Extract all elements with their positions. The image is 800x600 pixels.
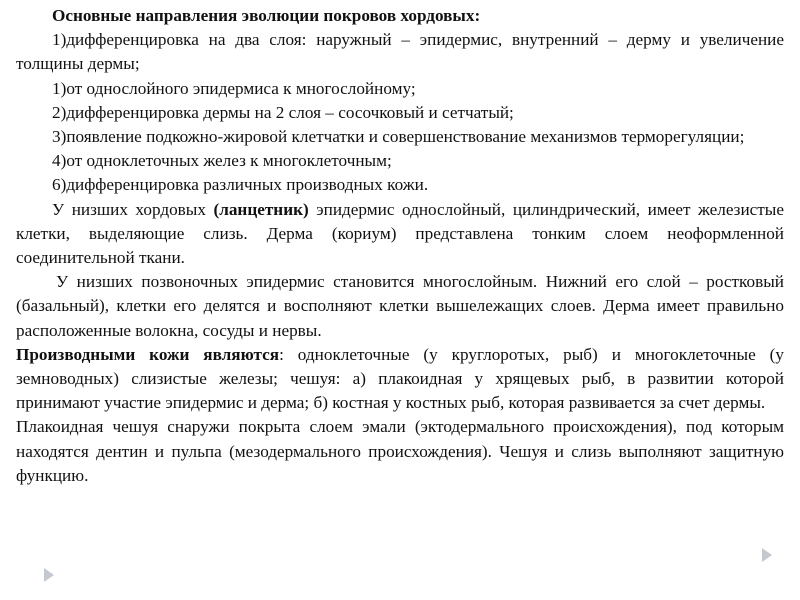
list-item-4: 3)появление подкожно-жировой клетчатки и совершенствование механизмов терморегуляции; bbox=[52, 127, 745, 147]
list-item-1: 1)дифференцировка на два слоя: наружный – эпидермис, внутренний – дерму и увеличение толщины дермы; bbox=[16, 30, 784, 74]
list-item-5: 4)от одноклеточных желез к многоклеточным; bbox=[52, 151, 392, 171]
paragraph-placoid-scale: Плакоидная чешуя снаружи покрыта слоем эмали (эктодермального происхождения), под которым находятся дентин и пульпа (мезодермального происхождения). Чешуя и слизь выполняют защитную функцию. bbox=[16, 417, 784, 485]
derivatives-term: Производными кожи являются bbox=[16, 344, 280, 364]
lancelet-text-after: эпидермис однослойный, цилиндрический, имеет железистые клетки, выделяющие слизь. Дерма (кориум) представлена тонким слоем неоформленной соединительной ткани. bbox=[16, 199, 784, 268]
document-title: Основные направления эволюции покровов хордовых: bbox=[52, 6, 481, 25]
paragraph-skin-derivatives bbox=[16, 343, 784, 416]
document-body bbox=[16, 4, 784, 488]
derivatives-text: : одноклеточные (у круглоротых, рыб) и многоклеточные (у земноводных) слизистые железы; чешуя: а) плакоидная у хрящевых рыб, в развитии которой принимают участие эпидермис и дерма; б) костная у костных рыб, которая развивается за счет дермы. bbox=[16, 344, 784, 413]
list-item-6: 6)дифференцировка различных производных кожи. bbox=[52, 175, 429, 195]
list-item-3: 2)дифференцировка дермы на 2 слоя – сосочковый и сетчатый; bbox=[52, 102, 514, 122]
paragraph-lower-vertebrates: У низших позвоночных эпидермис становится многослойным. Нижний его слой – ростковый (базальный), клетки его делятся и восполняют клетки вышележащих слоев. Дерма имеет правильно расположенные волокна, сосуды и нервы. bbox=[16, 272, 784, 340]
lancelet-text-before: У низших хордовых bbox=[52, 199, 214, 219]
lancelet-term: (ланцетник) bbox=[213, 199, 309, 219]
triangle-right-icon[interactable] bbox=[762, 548, 772, 562]
paragraph-lancelet bbox=[16, 198, 784, 271]
list-item-2: 1)от однослойного эпидермиса к многослойному; bbox=[52, 78, 416, 98]
triangle-right-icon[interactable] bbox=[44, 568, 54, 582]
